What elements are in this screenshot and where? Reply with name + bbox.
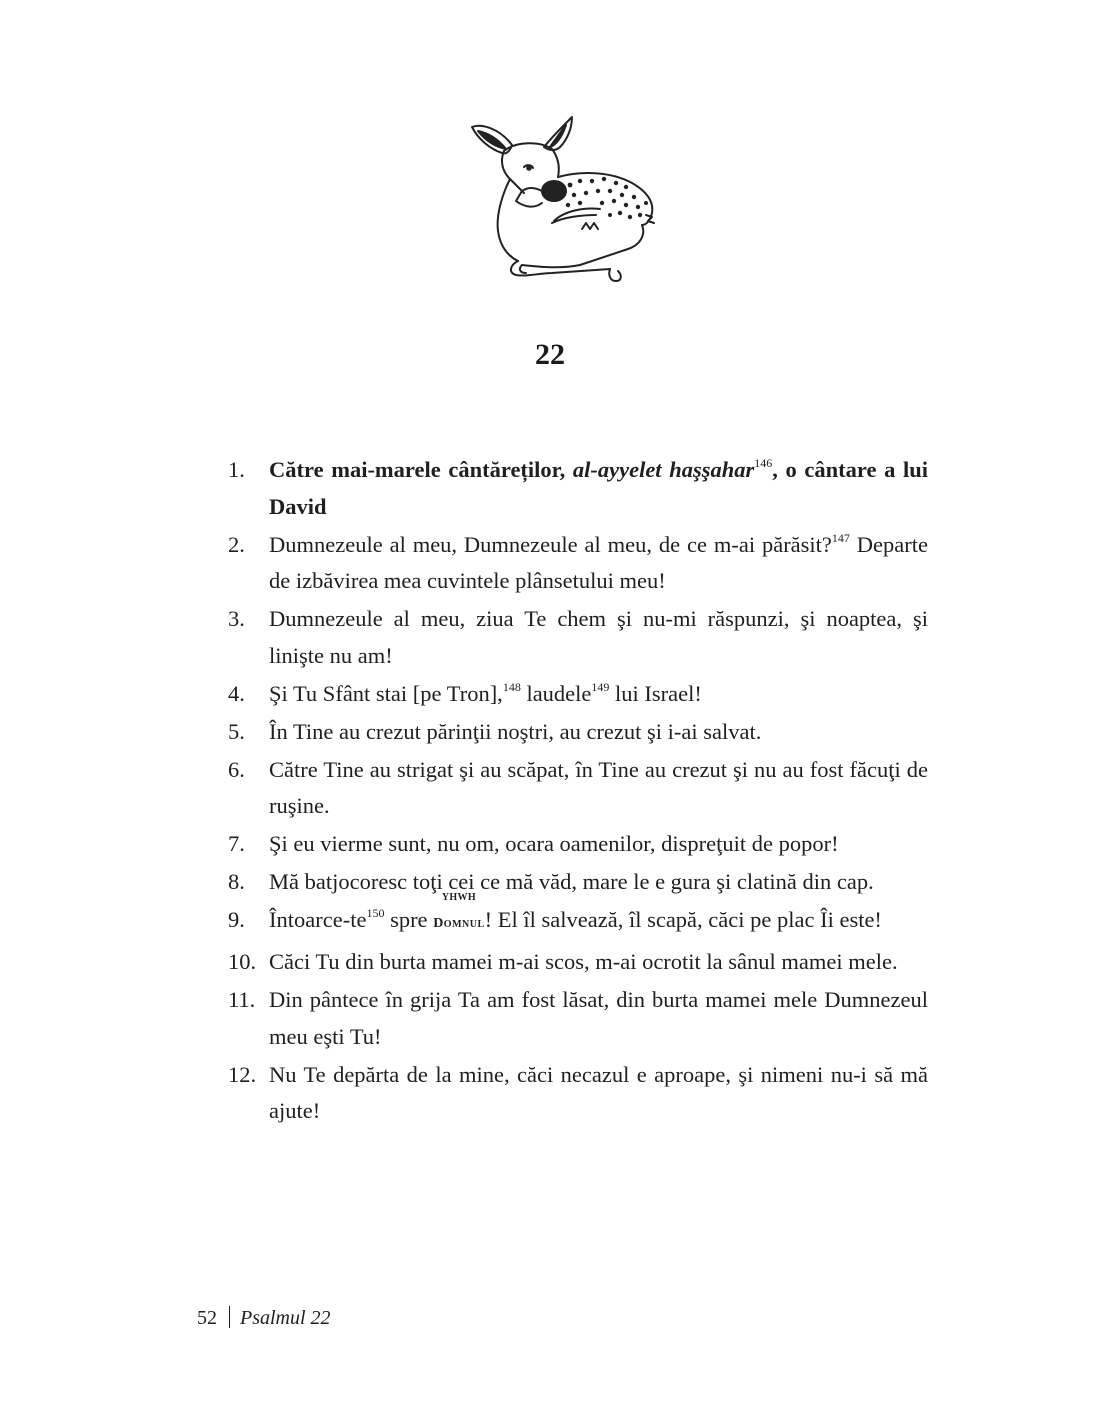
verse-text: Şi Tu Sfânt stai [pe Tron], bbox=[269, 680, 503, 706]
footnote-ref[interactable]: 146 bbox=[754, 456, 773, 470]
verse-number: 12. bbox=[228, 1061, 257, 1087]
footer-divider bbox=[229, 1306, 230, 1328]
verse-number: 6. bbox=[228, 756, 245, 782]
verse-text: laudele bbox=[520, 680, 592, 706]
verse-text: Către Tine au strigat şi au scăpat, în Tine au crezut şi nu au fost făcuţi de ruşine. bbox=[269, 756, 928, 818]
verse-text: Şi eu vierme sunt, nu om, ocara oamenilor, dispreţuit de popor! bbox=[269, 831, 839, 856]
footnote-ref[interactable]: 147 bbox=[831, 530, 850, 545]
verse-text: Din pântece în grija Ta am fost lăsat, din burta mamei mele Dumnezeul meu eşti Tu! bbox=[269, 987, 928, 1049]
footnote-ref[interactable]: 148 bbox=[502, 679, 521, 694]
verse-text: În Tine au crezut părinţii noştri, au crezut şi i-ai salvat. bbox=[269, 718, 762, 744]
verse-9 bbox=[228, 892, 928, 943]
verse-number: 10. bbox=[228, 949, 257, 974]
verse-text: spre bbox=[384, 907, 434, 932]
verse-6 bbox=[228, 752, 928, 825]
verse-11 bbox=[228, 982, 928, 1055]
divine-name-text: Domnul bbox=[433, 916, 485, 931]
verse-text: Căci Tu din burta mamei m-ai scos, m-ai ocrotit la sânul mamei mele. bbox=[269, 949, 898, 974]
page-footer bbox=[197, 1306, 331, 1330]
verse-text: ! El îl salvează, îl scapă, căci pe plac Îi este! bbox=[484, 907, 882, 932]
verse-3 bbox=[228, 601, 928, 674]
verse-number: 11. bbox=[228, 987, 256, 1012]
fawn-illustration bbox=[460, 105, 665, 295]
verse-7 bbox=[228, 826, 928, 863]
fawn-icon bbox=[460, 105, 665, 295]
verse-number: 9. bbox=[228, 907, 245, 932]
verse-text: Dumnezeule al meu, Dumnezeule al meu, de ce m-ai părăsit? bbox=[269, 531, 832, 557]
page-number: 52 bbox=[197, 1307, 217, 1329]
verse-text: Nu Te depărta de la mine, căci necazul e aproape, şi nimeni nu-i să mă ajute! bbox=[269, 1061, 928, 1123]
verse-text: Dumnezeule al meu, ziua Te chem şi nu-mi răspunzi, şi noaptea, şi linişte nu am! bbox=[269, 606, 928, 668]
verse-text: , o cântare a lui David bbox=[269, 457, 928, 519]
running-title: Psalmul 22 bbox=[240, 1307, 331, 1329]
verse-4 bbox=[228, 676, 928, 713]
verse-5 bbox=[228, 714, 928, 751]
verse-number: 8. bbox=[228, 869, 245, 894]
verse-text-italic: al-ayyelet haşşahar bbox=[572, 457, 755, 482]
verse-number: 5. bbox=[228, 718, 245, 744]
tetragrammaton: YHWH bbox=[441, 892, 476, 903]
verse-12 bbox=[228, 1057, 928, 1130]
chapter-number: 22 bbox=[535, 338, 565, 371]
verse-text: Departe de izbăvirea mea cuvintele plânsetului meu! bbox=[269, 531, 929, 593]
verse-1 bbox=[228, 452, 928, 525]
verse-text: Întoarce-te bbox=[269, 907, 367, 932]
verse-text: lui Israel! bbox=[609, 680, 702, 706]
verse-10 bbox=[228, 944, 928, 981]
verse-number: 1. bbox=[228, 457, 245, 482]
verse-text: Mă batjocoresc toţi cei ce mă văd, mare le e gura şi clatină din cap. bbox=[269, 869, 874, 894]
verse-number: 3. bbox=[228, 606, 245, 631]
verse-number: 2. bbox=[228, 531, 245, 557]
footnote-ref[interactable]: 150 bbox=[366, 906, 385, 920]
verse-text: Către mai-marele cântăreților, bbox=[269, 457, 573, 482]
verse-number: 4. bbox=[228, 680, 245, 706]
verse-list bbox=[228, 452, 928, 1131]
verse-number: 7. bbox=[228, 831, 245, 856]
verse-8 bbox=[228, 864, 928, 901]
divine-name bbox=[433, 892, 485, 943]
verse-2 bbox=[228, 527, 928, 600]
footnote-ref[interactable]: 149 bbox=[591, 679, 610, 694]
